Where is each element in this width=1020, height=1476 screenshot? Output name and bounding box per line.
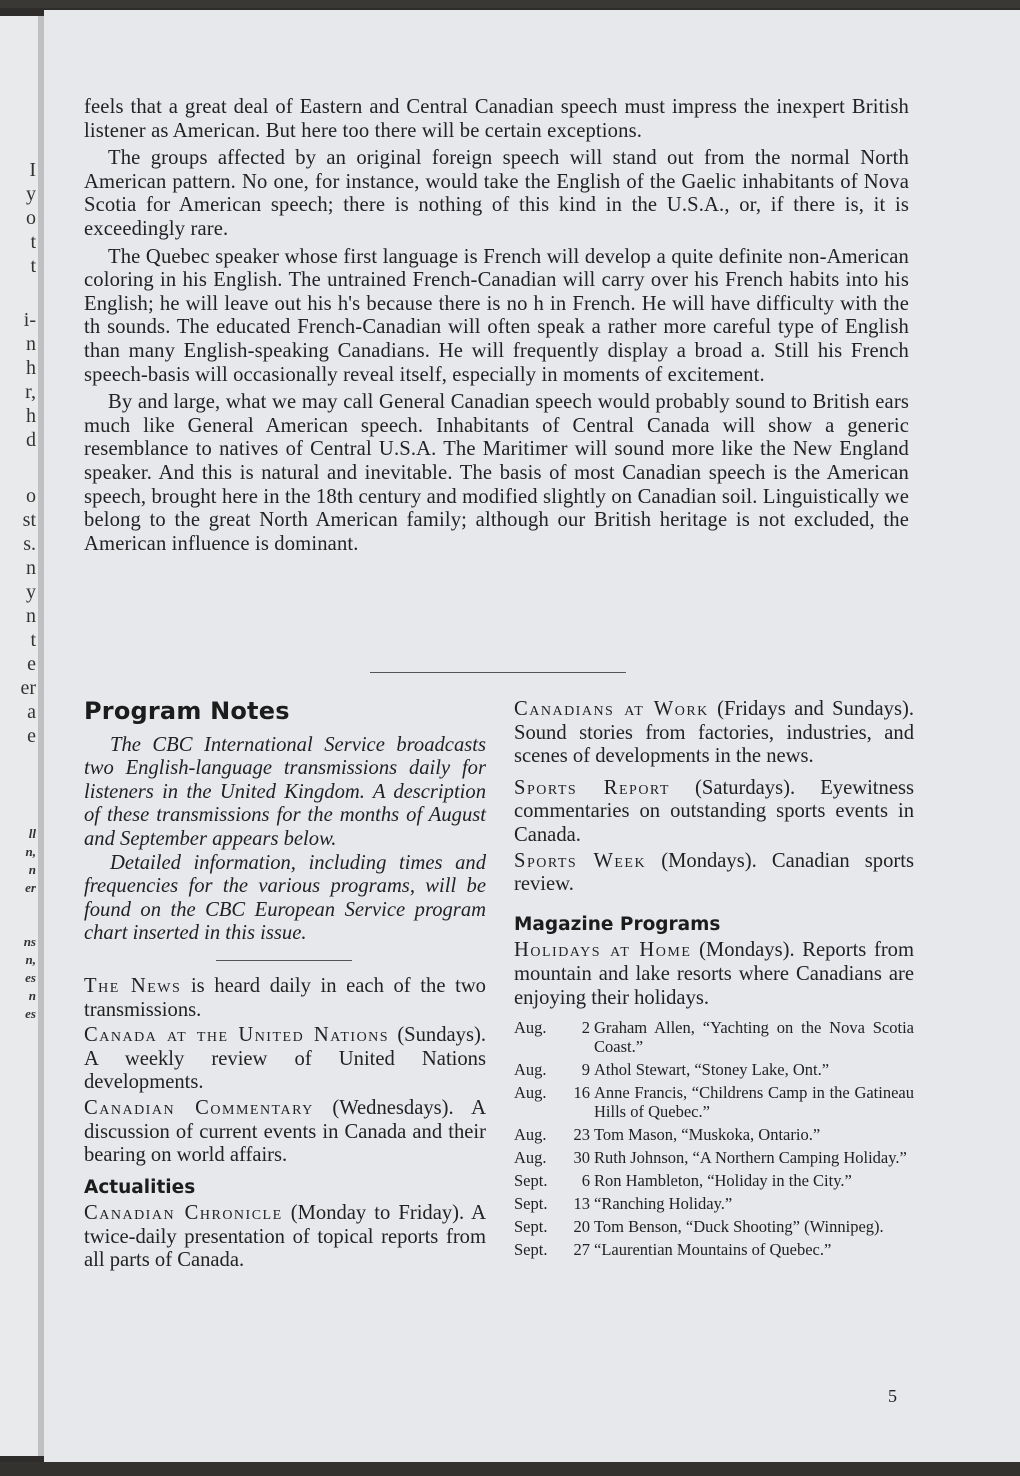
schedule-date xyxy=(514,1194,594,1213)
short-divider xyxy=(216,960,352,961)
facing-text-fragment: h xyxy=(26,357,36,379)
program-name: Sports Report xyxy=(514,776,670,799)
program-name: Canadian Chronicle xyxy=(84,1202,283,1225)
schedule-date xyxy=(514,1083,594,1121)
facing-text-fragment: n, xyxy=(25,844,36,859)
facing-text-fragment: y xyxy=(26,183,36,205)
facing-text-fragment: er xyxy=(25,880,36,895)
schedule-date xyxy=(514,1171,594,1190)
facing-page-edge xyxy=(0,16,38,1456)
schedule-description: Athol Stewart, “Stoney Lake, Ont.” xyxy=(594,1060,830,1080)
schedule-date xyxy=(514,1240,594,1259)
actualities-heading: Actualities xyxy=(84,1176,196,1198)
facing-text-fragment: r, xyxy=(25,381,36,403)
program-description: (Mondays). Canadian sports review. xyxy=(514,849,914,896)
facing-text-fragment: n xyxy=(28,862,36,877)
schedule-day: 2 xyxy=(581,1018,590,1038)
article-paragraph: By and large, what we may call General Canadian speech would probably sound to British ears much like General American speech. Inhabitants of Central Canada will show a generic resemblance to natives of Central U.S.A. The Maritimer will sound more like the New England speaker. And this is natural and inevitable. The basis of most Canadian speech is the American speech, brought here in the 18th century and modified slightly on Canadian soil. Linguistically we belong to the great North American family; although our British heritage is not excluded, the American influence is dominant. xyxy=(84,391,909,555)
schedule-day: 13 xyxy=(573,1194,590,1214)
facing-text-fragment: n, xyxy=(25,952,36,967)
schedule-date xyxy=(514,1217,594,1236)
schedule-date xyxy=(514,1148,594,1167)
schedule-month: Aug. xyxy=(514,1083,547,1103)
program-description: (Saturdays). Eyewitness commentaries on outstanding sports events in Canada. xyxy=(514,776,914,846)
schedule-month: Sept. xyxy=(514,1194,548,1214)
top-edge xyxy=(0,0,1020,8)
facing-text-fragment: s. xyxy=(23,533,36,555)
article-paragraph: The Quebec speaker whose first language is French will develop a quite definite non-American coloring in his English. The untrained French-Canadian will carry over his French habits into his English; he will leave out his h's because there is no h in French. He will have difficulty with the th sounds. The educated French-Canadian will often speak a rather more careful type of English than many English-speaking Canadians. He will frequently display a broad a. Still his French speech-basis will occasionally reveal itself, especially in moments of excitement. xyxy=(84,245,909,386)
program-name: The News xyxy=(84,974,182,997)
facing-text-fragment: st xyxy=(22,509,36,531)
schedule-day: 23 xyxy=(573,1125,590,1145)
program-entry xyxy=(514,939,914,1010)
program-entry xyxy=(514,850,914,897)
facing-text-fragment: o xyxy=(26,207,36,229)
schedule-month: Aug. xyxy=(514,1125,547,1145)
schedule-row xyxy=(514,1217,914,1236)
schedule-month: Sept. xyxy=(514,1171,548,1191)
program-entry xyxy=(514,698,914,769)
program-notes-detail: Detailed information, including times and frequencies for the various programs, will be found on the CBC European Service program chart inserted in this issue. xyxy=(84,851,486,945)
facing-text-fragment: es xyxy=(25,1006,36,1021)
article-paragraph: The groups affected by an original foreign speech will stand out from the normal North American pattern. No one, for instance, would take the English of the Gaelic inhabitants of Nova Scotia for American speech; there is nothing of this kind in the U.S.A., or, if there is, it is exceedingly rare. xyxy=(84,147,909,240)
schedule-day: 9 xyxy=(581,1060,590,1080)
program-entry xyxy=(84,1024,486,1095)
program-notes-left-column xyxy=(84,697,486,1275)
schedule-description: Tom Benson, “Duck Shooting” (Winnipeg). xyxy=(594,1217,884,1237)
facing-text-fragment: n xyxy=(26,605,36,627)
facing-text-fragment: e xyxy=(27,725,36,747)
schedule-month: Sept. xyxy=(514,1240,548,1260)
article-continuation xyxy=(84,96,909,560)
facing-text-fragment: h xyxy=(26,405,36,427)
facing-text-fragment: n xyxy=(28,988,36,1003)
schedule-row xyxy=(514,1018,914,1056)
program-description: (Sundays). A weekly review of United Nations developments. xyxy=(84,1024,486,1094)
program-description: is heard daily in each of the two transmissions. xyxy=(84,974,486,1021)
program-name: Canadians at Work xyxy=(514,698,709,720)
schedule-row xyxy=(514,1060,914,1079)
facing-text-fragment: o xyxy=(26,485,36,507)
schedule-description: Tom Mason, “Muskoka, Ontario.” xyxy=(594,1125,821,1145)
program-description: (Fridays and Sundays). Sound stories from factories, industries, and scenes of developments in the news. xyxy=(514,698,914,768)
facing-text-fragment: er xyxy=(20,677,36,699)
section-divider xyxy=(370,672,626,673)
schedule-description: Ruth Johnson, “A Northern Camping Holiday.” xyxy=(594,1148,907,1168)
schedule-row xyxy=(514,1125,914,1144)
schedule-description: “Ranching Holiday.” xyxy=(594,1194,733,1214)
facing-text-fragment: t xyxy=(30,231,36,253)
program-notes-right-column xyxy=(514,698,914,1263)
schedule-date xyxy=(514,1125,594,1144)
facing-text-fragment: i- xyxy=(23,309,36,331)
schedule-row xyxy=(514,1148,914,1167)
facing-text-fragment: t xyxy=(30,255,36,277)
schedule-day: 6 xyxy=(581,1171,590,1191)
facing-text-fragment: n xyxy=(26,333,36,355)
facing-text-fragment: d xyxy=(26,429,36,451)
article-paragraph: feels that a great deal of Eastern and Central Canadian speech must impress the inexpert British listener as American. But here too there will be certain exceptions. xyxy=(84,96,909,142)
program-name: Holidays at Home xyxy=(514,939,692,962)
schedule-row xyxy=(514,1194,914,1213)
program-name: Canada at the United Nations xyxy=(84,1024,390,1047)
program-description: (Mondays). Reports from mountain and lake resorts where Canadians are enjoying their holidays. xyxy=(514,939,914,1009)
schedule-row xyxy=(514,1240,914,1259)
schedule-month: Sept. xyxy=(514,1217,548,1237)
program-name: Sports Week xyxy=(514,849,647,872)
schedule-day: 16 xyxy=(573,1083,590,1103)
facing-text-fragment: a xyxy=(27,701,36,723)
magazine-programs-heading: Magazine Programs xyxy=(514,913,721,935)
schedule-day: 27 xyxy=(573,1240,590,1260)
schedule-description: Ron Hambleton, “Holiday in the City.” xyxy=(594,1171,852,1191)
facing-text-fragment: ll xyxy=(28,826,36,841)
program-description: (Monday to Friday). A twice-daily presentation of topical reports from all parts of Canada. xyxy=(84,1202,486,1272)
schedule-month: Aug. xyxy=(514,1148,547,1168)
facing-text-fragment: I xyxy=(29,159,36,181)
facing-text-fragment: es xyxy=(25,970,36,985)
program-notes-title: Program Notes xyxy=(84,697,290,725)
program-entry xyxy=(514,777,914,848)
facing-text-fragment: ns xyxy=(23,934,36,949)
schedule-month: Aug. xyxy=(514,1018,547,1038)
holiday-schedule xyxy=(514,1018,914,1259)
magazine-page xyxy=(44,10,1020,1462)
facing-text-fragment: y xyxy=(26,581,36,603)
schedule-description: Anne Francis, “Childrens Camp in the Gatineau Hills of Quebec.” xyxy=(594,1083,914,1122)
program-name: Canadian Commentary xyxy=(84,1096,314,1119)
schedule-day: 30 xyxy=(573,1148,590,1168)
facing-text-fragment: t xyxy=(30,629,36,651)
program-notes-intro: The CBC International Service broadcasts two English-language transmissions daily for listeners in the United Kingdom. A description of these transmissions for the months of August and September appears below. xyxy=(84,733,486,850)
page-number: 5 xyxy=(888,1386,897,1406)
schedule-date xyxy=(514,1018,594,1056)
schedule-date xyxy=(514,1060,594,1079)
schedule-description: “Laurentian Mountains of Quebec.” xyxy=(594,1240,832,1260)
schedule-month: Aug. xyxy=(514,1060,547,1080)
schedule-description: Graham Allen, “Yachting on the Nova Scotia Coast.” xyxy=(594,1018,914,1057)
program-entry xyxy=(84,1097,486,1168)
schedule-row xyxy=(514,1171,914,1190)
facing-text-fragment: e xyxy=(27,653,36,675)
program-description: (Wednesdays). A discussion of current events in Canada and their bearing on world affairs. xyxy=(84,1096,486,1167)
schedule-row xyxy=(514,1083,914,1121)
program-entry xyxy=(84,1202,486,1273)
facing-text-fragment: n xyxy=(26,557,36,579)
bottom-edge xyxy=(0,1462,1020,1476)
program-entry xyxy=(84,975,486,1022)
schedule-day: 20 xyxy=(573,1217,590,1237)
